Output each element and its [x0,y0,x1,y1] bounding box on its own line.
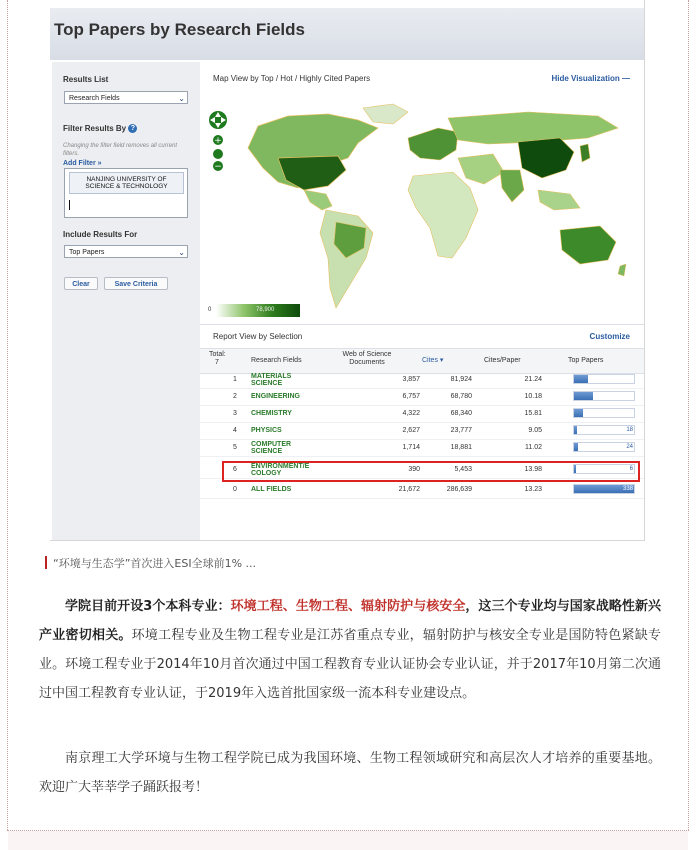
help-icon[interactable]: ? [128,124,137,133]
research-field-link[interactable]: CHEMISTRY [251,410,292,417]
map-title: Map View by Top / Hot / Highly Cited Papers [213,74,371,83]
caption-marker [45,556,47,569]
top-papers-bar[interactable] [573,425,635,435]
cites-value: 18,881 [450,444,472,451]
top-papers-value: 338 [622,486,633,492]
japan-region[interactable] [580,144,590,162]
australia-region[interactable] [560,226,616,264]
paragraph-college: 南京理工大学环境与生物工程学院已成为我国环境、生物工程领域研究和高层次人才培养的重要基地。欢迎广大莘莘学子踊跃报考！ [39,751,661,795]
table-row[interactable] [200,406,644,423]
wos-documents-value: 4,322 [402,410,420,417]
row-index: 1 [233,376,237,383]
top-papers-bar[interactable] [573,374,635,384]
top-papers-value: 53 [626,410,633,416]
cites-value: 68,780 [450,393,472,400]
wos-documents-value: 2,627 [402,427,420,434]
highlight-box [222,461,640,482]
china-region[interactable] [518,138,574,178]
wos-documents-value: 3,857 [402,376,420,383]
table-row[interactable] [200,440,644,457]
cites-value: 81,924 [450,376,472,383]
left-dotted-border [7,0,8,830]
africa-region[interactable] [408,172,478,258]
footer-band [8,831,688,850]
top-papers-bar-fill [574,392,593,400]
middle-east-region[interactable] [458,154,504,184]
greenland-region[interactable] [363,104,408,124]
row-index: 2 [233,393,237,400]
paragraph-majors: 学院目前开设3个本科专业：环境工程、生物工程、辐射防护与核安全，这三个专业均与国家战略性新兴产业密切相关。环境工程专业及生物工程专业是江苏省重点专业，辐射防护与核安全专业是国防特色紧缺专业。环境工程专业于2014年10月首次通过中国工程教育专业认证协会专业认证，并于2017年10月第二次通过中国工程教育专业认证，于2019年入选首批国家级一流本科专业建设点。 [39,599,661,701]
top-papers-value: 18 [626,427,633,433]
total-label: Total: 7 [209,351,226,366]
research-field-link[interactable]: MATERIALS SCIENCE [251,373,292,387]
cites-per-paper-value: 11.02 [525,444,542,451]
top-papers-bar-fill [574,426,577,434]
russia-region[interactable] [448,112,618,144]
col-research-fields[interactable]: Research Fields [251,357,302,364]
filter-help-text: Changing the filter field removes all current filters. [63,143,178,157]
row-index: 5 [233,444,237,451]
research-field-link[interactable]: ENGINEERING [251,393,301,400]
results-list-label: Results List [63,75,109,84]
top-papers-bar-fill [574,375,588,383]
row-index: 3 [233,410,237,417]
legend-min-label: 0 [208,307,212,313]
research-field-link[interactable]: ALL FIELDS [251,486,292,493]
wos-documents-value: 21,672 [398,486,420,493]
top-papers-bar[interactable] [573,442,635,452]
top-papers-value: 24 [626,444,633,450]
results-list-select[interactable]: Research Fields ⌄ [64,91,188,104]
table-header [200,348,644,374]
cites-per-paper-value: 13.23 [524,486,542,493]
section-divider [200,324,644,325]
wos-documents-value: 1,714 [402,444,420,451]
top-papers-bar[interactable] [573,484,635,494]
top-papers-bar-fill [574,443,578,451]
table-row[interactable] [200,423,644,440]
new-zealand-region[interactable] [618,264,626,276]
table-row[interactable] [200,389,644,406]
cites-value: 23,777 [450,427,472,434]
research-field-link[interactable]: COMPUTER SCIENCE [251,441,292,455]
main-panel [200,62,644,540]
top-papers-bar[interactable] [573,408,635,418]
page-title: Top Papers by Research Fields [54,20,305,39]
chevron-down-icon: ⌄ [178,248,185,257]
table-row[interactable] [200,372,644,389]
legend-max-label: 78,900 [256,307,275,313]
wos-documents-value: 6,757 [402,393,420,400]
wos-documents-value: 390 [408,466,420,473]
map-pan-control[interactable] [209,111,227,129]
top-papers-bar-fill [574,409,583,417]
collapse-icon: — [622,74,630,83]
chevron-down-icon: ⌄ [178,94,185,103]
svg-text:−: − [214,162,222,172]
zoom-world-button[interactable] [213,149,223,159]
svg-text:+: + [214,136,222,146]
customize-link[interactable]: Customize [589,332,630,341]
cites-per-paper-value: 15.81 [524,410,542,417]
central-america-region[interactable] [304,190,332,210]
cites-per-paper-value: 21.24 [524,376,542,383]
col-cites-per-paper[interactable]: Cites/Paper [484,357,521,364]
col-top-papers[interactable]: Top Papers [568,357,604,364]
top-papers-value: 106 [622,393,633,399]
hide-visualization-link[interactable]: Hide Visualization — [551,74,630,83]
col-wos-documents[interactable]: Web of Science Documents [342,351,392,366]
table-row[interactable] [200,482,644,499]
report-title: Report View by Selection [213,332,303,341]
top-papers-value: 6 [629,466,633,472]
cites-value: 68,340 [450,410,472,417]
text-caret [69,200,70,210]
image-caption: “环境与生态学”首次进入ESI全球前1% ... [53,557,257,570]
include-results-label: Include Results For [63,230,138,239]
top-papers-value: 78 [626,376,633,382]
filter-input[interactable] [64,168,188,218]
row-index: 0 [233,486,237,493]
research-field-link[interactable]: PHYSICS [251,427,282,434]
esi-screenshot [50,0,645,541]
add-filter-link[interactable]: Add Filter » [63,160,102,167]
research-field-link[interactable]: ENVIRONMENT/E COLOGY [251,463,310,477]
cites-per-paper-value: 13.98 [524,466,542,473]
save-criteria-button[interactable]: Save Criteria [104,277,168,290]
filter-results-label: Filter Results By ? [63,124,137,133]
india-region[interactable] [500,170,524,202]
sort-desc-icon: ▾ [439,357,444,364]
cites-value: 286,639 [446,486,472,493]
right-dotted-border [688,0,689,830]
sidebar [52,62,200,540]
filter-chip[interactable]: NANJING UNIVERSITY OF SCIENCE & TECHNOLOGY [69,172,184,194]
row-index: 4 [233,427,237,434]
southeast-asia-region[interactable] [538,190,580,210]
row-index: 6 [233,466,237,473]
cites-per-paper-value: 10.18 [524,393,542,400]
clear-button[interactable]: Clear [64,277,98,290]
cites-value: 5,453 [454,466,472,473]
cites-per-paper-value: 9.05 [528,427,542,434]
world-map[interactable] [208,98,638,318]
col-cites[interactable]: Cites ▾ [422,357,444,364]
top-papers-bar[interactable] [573,391,635,401]
include-results-select[interactable]: Top Papers ⌄ [64,245,188,258]
europe-region[interactable] [408,128,458,160]
